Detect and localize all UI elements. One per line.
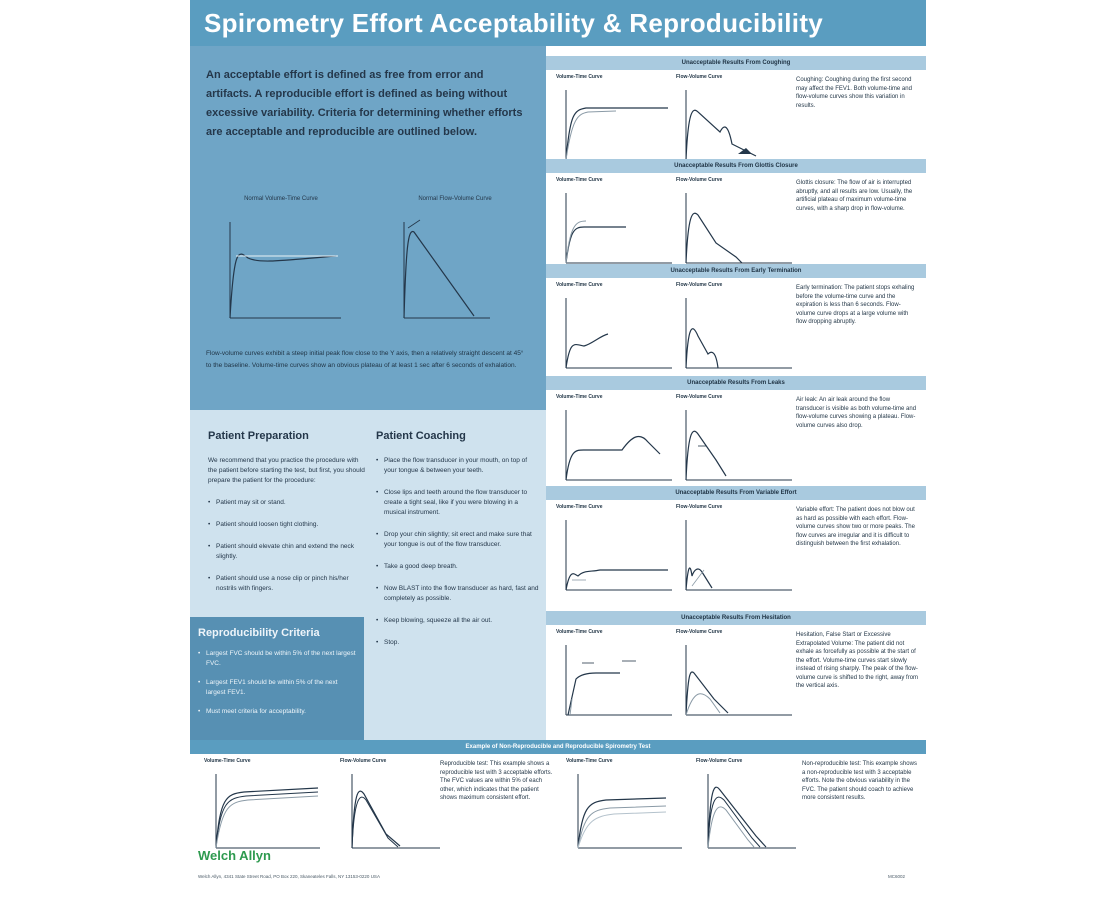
footer [198, 874, 918, 879]
example-hesitation [546, 611, 926, 729]
page-number: MC6002 [888, 874, 906, 879]
volume-time-chart [566, 768, 684, 858]
flow-volume-figure [676, 282, 794, 378]
peak-pointer [408, 220, 420, 228]
volume-time-chart [556, 187, 674, 273]
fig-title: Flow-Volume Curve [696, 758, 743, 764]
bottom-examples [190, 740, 926, 900]
list-item: • Close lips and teeth around the flow transducer to create a tight seal, like if you were blowing in a musical instrument. [376, 488, 540, 518]
example-header: Unacceptable Results From Hesitation [546, 611, 926, 625]
patient-coaching-list [376, 456, 540, 648]
normal-curves-caption: Flow-volume curves exhibit a steep initial peak flow close to the Y axis, then a relatively straight descent at 45° to the baseline. Volume-time curves show an obvious plateau of at least 1 sec after 6 seconds of exhalation. [206, 350, 524, 369]
fig-title: Flow-Volume Curve [676, 177, 723, 183]
volume-time-figure [556, 629, 674, 725]
patient-coaching-heading: Patient Coaching [376, 430, 466, 442]
nonreproducible-volume-time-figure [566, 758, 684, 858]
normal-volume-time-title: Normal Volume-Time Curve [244, 196, 318, 202]
example-text: Air leak: An air leak around the flow transducer is visible as both volume-time and flow-volume curves showing a plateau. Flow-volume curves also drop. [796, 397, 917, 429]
example-text: Coughing: Coughing during the first second may affect the FEV1. Both volume-time and flow-volume curves show this variation in results. [796, 77, 912, 109]
flow-volume-figure [676, 504, 794, 600]
example-early-termination [546, 264, 926, 382]
list-item: • Patient may sit or stand. [208, 498, 368, 508]
fig-title: Volume-Time Curve [556, 629, 603, 635]
flow-volume-figure [676, 177, 794, 273]
normal-flow-volume-chart [390, 208, 520, 338]
flow-volume-figure [676, 74, 794, 170]
list-item: • Take a good deep breath. [376, 562, 540, 572]
normal-volume-time-chart [216, 208, 346, 338]
example-glottis-closure [546, 159, 926, 277]
list-item: • Patient should use a nose clip or pinch his/her nostrils with fingers. [208, 574, 368, 594]
fig-title: Flow-Volume Curve [676, 504, 723, 510]
flow-volume-figure [676, 629, 794, 725]
volume-time-chart [556, 84, 674, 170]
fig-title: Volume-Time Curve [556, 394, 603, 400]
list-item: • Now BLAST into the flow transducer as hard, fast and completely as possible. [376, 584, 540, 604]
patient-preparation-section [208, 430, 368, 606]
normal-volume-time-panel [216, 196, 346, 336]
reproducible-text: Reproducible test: This example shows a reproducible test with 3 acceptable efforts. The FVC values are within 5% of each other, which indicates that the patient shows maximum consistent effort. [440, 761, 553, 801]
volume-time-figure [556, 74, 674, 170]
patient-preparation-list [208, 498, 368, 594]
flow-volume-chart [676, 404, 794, 490]
fig-title: Volume-Time Curve [556, 74, 603, 80]
flow-volume-chart [676, 292, 794, 378]
volume-time-figure [556, 282, 674, 378]
volume-time-figure [556, 394, 674, 490]
example-text: Glottis closure: The flow of air is interrupted abruptly, and all results are low. Usually, the artificial plateau of maximum volume-time curves, with a sharp drop in flow-volume. [796, 180, 913, 212]
fig-title: Volume-Time Curve [556, 282, 603, 288]
flow-volume-chart [676, 187, 794, 273]
example-coughing [546, 56, 926, 174]
intro-text: An acceptable effort is defined as free from error and artifacts. A reproducible effort is defined as being without excessive variability. Criteria for determining whether efforts are acceptable and reproducible are outlined below. [206, 69, 523, 138]
patient-coaching-section [376, 430, 540, 660]
examples-column [546, 46, 926, 740]
reproducibility-criteria-box [190, 617, 364, 740]
reproducibility-criteria-list [198, 649, 356, 717]
volume-time-chart [556, 404, 674, 490]
flow-volume-curve [404, 232, 474, 318]
fig-title: Flow-Volume Curve [676, 629, 723, 635]
normal-flow-volume-panel [390, 196, 520, 336]
list-item: • Drop your chin slightly; sit erect and make sure that your tongue is out of the flow transducer. [376, 530, 540, 550]
example-header: Unacceptable Results From Glottis Closure [546, 159, 926, 173]
fig-title: Volume-Time Curve [566, 758, 613, 764]
example-variable-effort [546, 486, 926, 604]
example-text: Variable effort: The patient does not blow out as hard as possible with each effort. Flow-volume curves show two or more peaks. The flow curves are irregular and it is difficult to distinguish between the first exhalation. [796, 507, 915, 547]
volume-time-figure [556, 504, 674, 600]
example-header: Unacceptable Results From Coughing [546, 56, 926, 70]
fig-title: Flow-Volume Curve [676, 394, 723, 400]
patient-preparation-intro: We recommend that you practice the procedure with the patient before starting the test, but first, you should prepare the patient for the procedure: [208, 457, 365, 484]
volume-time-curve [230, 254, 336, 318]
poster [190, 0, 926, 900]
volume-time-chart [556, 292, 674, 378]
welch-allyn-logo: Welch Allyn [198, 848, 271, 863]
list-item: • Stop. [376, 638, 540, 648]
fig-title: Volume-Time Curve [204, 758, 251, 764]
intro-panel [190, 46, 546, 410]
list-item: • Place the flow transducer in your mouth, on top of your tongue & between your teeth. [376, 456, 540, 476]
volume-time-figure [556, 177, 674, 273]
example-leaks [546, 376, 926, 494]
volume-time-chart [204, 768, 322, 858]
reproducibility-criteria-heading: Reproducibility Criteria [198, 627, 320, 639]
list-item: • Largest FEV1 should be within 5% of the next largest FEV1. [198, 678, 356, 698]
normal-flow-volume-title: Normal Flow-Volume Curve [418, 196, 492, 202]
flow-volume-figure [676, 394, 794, 490]
instructions-panel [190, 410, 546, 740]
example-text: Hesitation, False Start or Excessive Extrapolated Volume: The patient did not exhale as forcefully as possible at the start of the effort. Volume-time curves start slowly instead of rising sharply. The peak of the flow-volume curve is shifted to the right, away from the vertical axis. [796, 632, 919, 689]
fig-title: Flow-Volume Curve [676, 74, 723, 80]
fig-title: Volume-Time Curve [556, 177, 603, 183]
volume-time-chart [556, 514, 674, 600]
example-header: Unacceptable Results From Leaks [546, 376, 926, 390]
list-item: • Patient should loosen tight clothing. [208, 520, 368, 530]
patient-preparation-heading: Patient Preparation [208, 430, 309, 442]
flow-volume-chart [676, 639, 794, 725]
nonreproducible-text: Non-reproducible test: This example shows a non-reproducible test with 3 acceptable efforts. Note the obvious variability in the FVC. The patient should coach to achieve more consistent results. [802, 761, 917, 801]
footer-address: Welch Allyn, 4341 State Street Road, PO Box 220, Skaneateles Falls, NY 13153-0220 USA [198, 874, 380, 879]
example-header: Unacceptable Results From Early Termination [546, 264, 926, 278]
list-item: • Patient should elevate chin and extend the neck slightly. [208, 542, 368, 562]
flow-volume-chart [676, 84, 794, 170]
page-title: Spirometry Effort Acceptability & Reproducibility [190, 0, 926, 46]
flow-volume-chart [696, 768, 814, 858]
list-item: • Largest FVC should be within 5% of the next largest FVC. [198, 649, 356, 669]
nonreproducible-flow-volume-figure [696, 758, 814, 858]
example-text: Early termination: The patient stops exhaling before the volume-time curve and the expiration is less than 6 seconds. Flow-volume curve drops at a large volume with flow dropping abruptly. [796, 285, 915, 325]
list-item: • Must meet criteria for acceptability. [198, 707, 356, 717]
volume-time-chart [556, 639, 674, 725]
flow-volume-chart [676, 514, 794, 600]
example-header: Unacceptable Results From Variable Effort [546, 486, 926, 500]
reproducible-volume-time-figure [204, 758, 322, 858]
fig-title: Flow-Volume Curve [676, 282, 723, 288]
fig-title: Flow-Volume Curve [340, 758, 387, 764]
list-item: • Keep blowing, squeeze all the air out. [376, 616, 540, 626]
bottom-header: Example of Non-Reproducible and Reproducible Spirometry Test [190, 740, 926, 754]
fig-title: Volume-Time Curve [556, 504, 603, 510]
